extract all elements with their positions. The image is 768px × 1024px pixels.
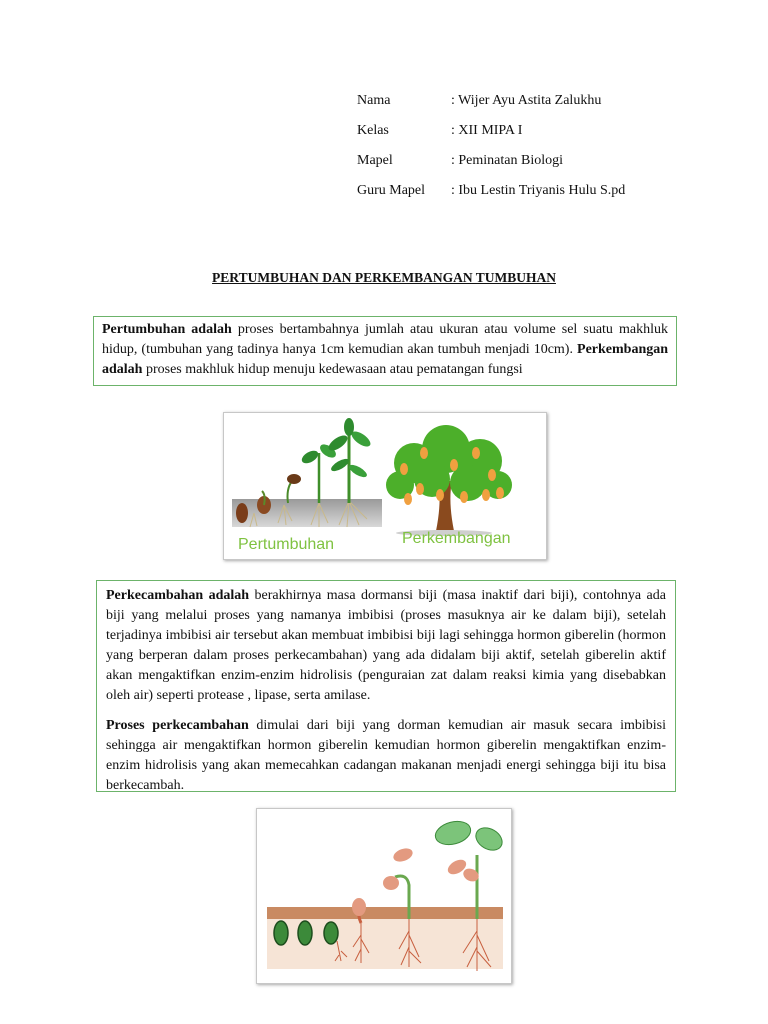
info-value: : Wijer Ayu Astita Zalukhu [451,93,602,108]
growth-label: Pertumbuhan [238,536,335,553]
info-row-nama [357,88,625,118]
development-text: proses makhluk hidup menuju kedewasaan atau pematangan fungsi [142,362,523,377]
info-label: Nama [357,93,391,108]
germination-box [96,580,676,792]
germination-illustration [256,808,512,984]
student-info [357,88,625,208]
germination-picture [257,809,511,983]
info-row-guru [357,178,625,208]
growth-term: Pertumbuhan adalah [102,322,232,337]
info-row-mapel [357,148,625,178]
info-row-kelas [357,118,625,148]
germination-process-term: Proses perkecambahan [106,718,249,733]
germination-paragraph-2 [106,716,666,796]
info-label: Kelas [357,123,389,138]
germination-term: Perkecambahan adalah [106,588,250,603]
development-term: Perkembangan adalah [102,342,669,377]
growth-development-picture [224,413,546,559]
page-title: PERTUMBUHAN DAN PERKEMBANGAN TUMBUHAN [212,270,556,285]
info-label: Mapel [357,153,393,168]
info-value: : Peminatan Biologi [451,153,563,168]
info-value: : XII MIPA I [451,123,523,138]
growth-illustration [223,412,547,560]
definition-box [93,316,677,386]
germination-process-text: dimulai dari biji yang dorman kemudian air masuk secara imbibisi sehingga air mengaktifkan hormon giberelin kemudian hormon giberelin mengaktifkan enzim-enzim hidrolisis yang akan memecahkan cadangan makanan menjadi energi sehingga biji itu bisa berkecambah. [106,718,666,793]
development-label: Perkembangan [402,530,511,547]
germination-paragraph-1 [106,586,666,706]
growth-text: proses bertambahnya jumlah atau ukuran atau volume sel suatu makhluk hidup, (tumbuhan yang tadinya hanya 1cm kemudian akan tumbuh menjadi 10cm). [102,322,668,357]
info-label: Guru Mapel [357,183,426,198]
info-value: : Ibu Lestin Triyanis Hulu S.pd [451,183,626,198]
germination-text: berakhirnya masa dormansi biji (masa inaktif dari biji), contohnya ada biji yang melalui proses yang namanya imbibisi (proses masuknya air ke dalam biji), setelah terjadinya imbibisi air tersebut akan membuat imbibisi biji lagi sehingga hormon giberelin (hormon yang berperan dalam proses perkecambahan) yang ada didalam biji aktif, setelah giberelin aktif akan mengaktifkan enzim-enzim hidrolisis (penguraian zat dalam reaksi kimia yang disebabkan oleh air) seperti protease , lipase, serta amilase. [106,588,666,703]
definition-paragraph [102,320,668,380]
